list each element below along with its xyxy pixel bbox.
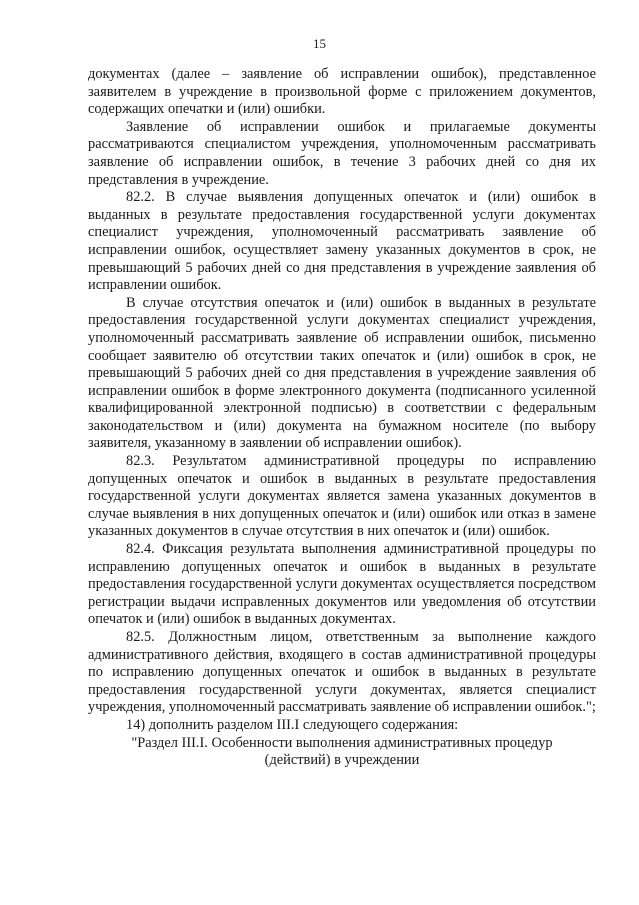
paragraph-no-errors: В случае отсутствия опечаток и (или) ошибок в выданных в результате предоставления государственной услуги документах специалист учреждения, уполномоченный рассматривать заявление об исправлении ошибок, письменно сообщает заявителю об отсутствии таких опечаток и (или) ошибок в срок, не превышающий 5 рабочих дней со дня представления в учреждение заявления об исправлении ошибок в форме электронного документа (подписанного усиленной квалифицированной электронной подписью) в соответствии с федеральным законодательством и (или) документа на бумажном носителе (по выбору заявителя, указанному в заявлении об исправлении ошибок). <box>88 294 596 452</box>
paragraph-continuation: документах (далее – заявление об исправлении ошибок), представленное заявителем в учреждение в произвольной форме с приложением документов, содержащих опечатки и (или) ошибки. <box>88 66 596 118</box>
page-number: 15 <box>313 36 326 51</box>
document-body <box>88 66 596 770</box>
paragraph-amendment-14: 14) дополнить разделом III.I следующего содержания: <box>126 716 459 733</box>
paragraph-82-2: 82.2. В случае выявления допущенных опечаток и (или) ошибок в выданных в результате предоставления государственной услуги документах специалист учреждения, уполномоченный рассматривать заявление об исправлении ошибок, осуществляет замену указанных документов в срок, не превышающий 5 рабочих дней со дня представления в учреждение заявления об исправлении ошибок. <box>88 189 596 294</box>
paragraph-82-3: 82.3. Результатом административной процедуры по исправлению допущенных опечаток и ошибок в выданных в результате предоставления государственной услуги документах является замена указанных документов в случае выявления в них допущенных опечаток и (или) ошибок или отказ в замене указанных документов в случае отсутствия в них опечаток и (или) ошибок. <box>88 453 596 540</box>
paragraph-application-review: Заявление об исправлении ошибок и прилагаемые документы рассматриваются специалистом учреждения, уполномоченным рассматривать заявление об исправлении ошибок, в течение 3 рабочих дней со дня их представления в учреждение. <box>88 118 596 188</box>
paragraph-82-4: 82.4. Фиксация результата выполнения административной процедуры по исправлению допущенных опечаток и ошибок в выданных в результате предоставления государственной услуги документах осуществляется посредством регистрации выдачи исправленных документов или уведомления об отсутствии опечаток и (или) ошибок в выданных документах. <box>88 541 596 628</box>
section-heading-iii-i: "Раздел III.I. Особенности выполнения административных процедур (действий) в учреждении <box>131 734 553 769</box>
paragraph-82-5: 82.5. Должностным лицом, ответственным за выполнение каждого административного действия, входящего в состав административной процедуры по исправлению допущенных опечаток и ошибок в выданных в результате предоставления государственной услуги документах, является специалист учреждения, уполномоченный рассматривать заявление об исправлении ошибок."; <box>88 629 596 716</box>
